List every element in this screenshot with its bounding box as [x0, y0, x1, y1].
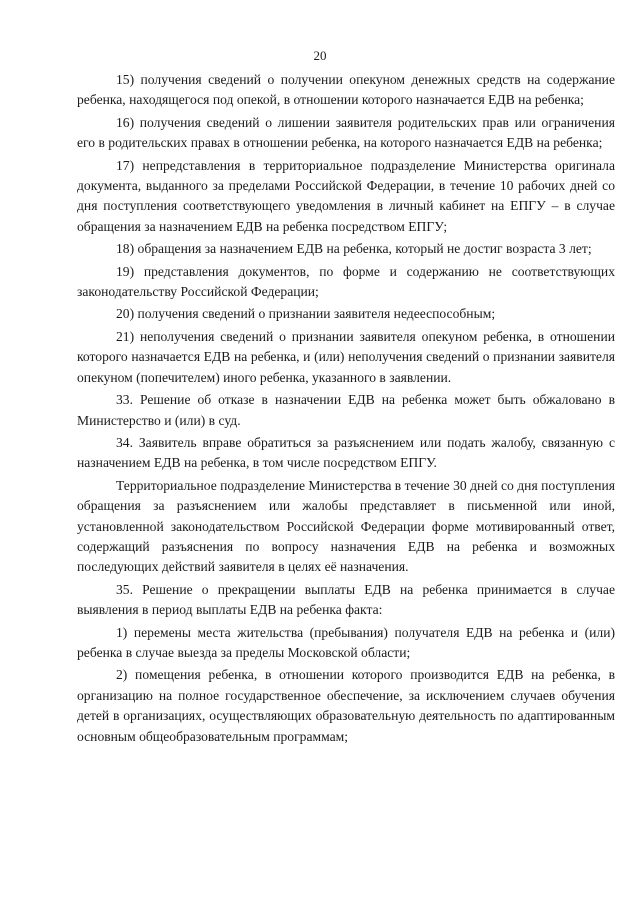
paragraph-item-18: 18) обращения за назначением ЕДВ на ребенка, который не достиг возраста 3 лет;: [116, 241, 592, 257]
paragraph-item-21: 21) неполучения сведений о признании заявителя опекуном ребенка, в отношении которого назначается ЕДВ на ребенка, и (или) неполучения сведений о признании заявителя опекуном (попечителем) иного ребенка, указанного в заявлении.: [77, 328, 615, 385]
paragraph-clause-35-item-2: 2) помещения ребенка, в отношении которого производится ЕДВ на ребенка, в организацию на полное государственное обеспечение, за исключением случаев обучения детей в организациях, осуществляющих образовательную деятельность по адаптированным основным общеобразовательным программам;: [77, 667, 615, 744]
paragraph-item-15: 15) получения сведений о получении опекуном денежных средств на содержание ребенка, находящегося под опекой, в отношении которого назначается ЕДВ на ребенка;: [77, 72, 615, 108]
document-body: [77, 70, 615, 749]
paragraph-item-20: 20) получения сведений о признании заявителя недееспособным;: [116, 306, 496, 322]
paragraph-clause-35: 35. Решение о прекращении выплаты ЕДВ на ребенка принимается в случае выявления в период выплаты ЕДВ на ребенка факта:: [77, 581, 615, 618]
paragraph-clause-34: 34. Заявитель вправе обратиться за разъяснением или подать жалобу, связанную с назначением ЕДВ на ребенка, в том числе посредством ЕПГУ.: [77, 434, 615, 471]
paragraph-clause-35-item-1: 1) перемены места жительства (пребывания) получателя ЕДВ на ребенка и (или) ребенка в случае выезда за пределы Московской области;: [77, 624, 615, 660]
paragraph-item-19: 19) представления документов, по форме и содержанию не соответствующих законодательству Российской Федерации;: [77, 263, 615, 300]
page-number: 20: [313, 48, 327, 63]
paragraph-item-17: 17) непредставления в территориальное подразделение Министерства оригинала документа, выданного за пределами Российской Федерации, в течение 10 рабочих дней со дня поступления соответствующего уведомления в личный кабинет на ЕПГУ – в случае обращения за назначением ЕДВ на ребенка посредством ЕПГУ;: [77, 157, 615, 234]
paragraph-item-16: 16) получения сведений о лишении заявителя родительских прав или ограничения его в родительских правах в отношении ребенка, на которого назначается ЕДВ на ребенка;: [77, 114, 615, 151]
paragraph-clause-34-response: Территориальное подразделение Министерства в течение 30 дней со дня поступления обращения за разъяснением или жалобы представляет в письменной или иной, установленной законодательством Российской Федерации форме мотивированный ответ, содержащий разъяснения по вопросу назначения ЕДВ на ребенка и возможных последующих действий заявителя в целях её назначения.: [77, 477, 615, 575]
paragraph-clause-33: 33. Решение об отказе в назначении ЕДВ на ребенка может быть обжаловано в Министерство и (или) в суд.: [77, 392, 615, 428]
